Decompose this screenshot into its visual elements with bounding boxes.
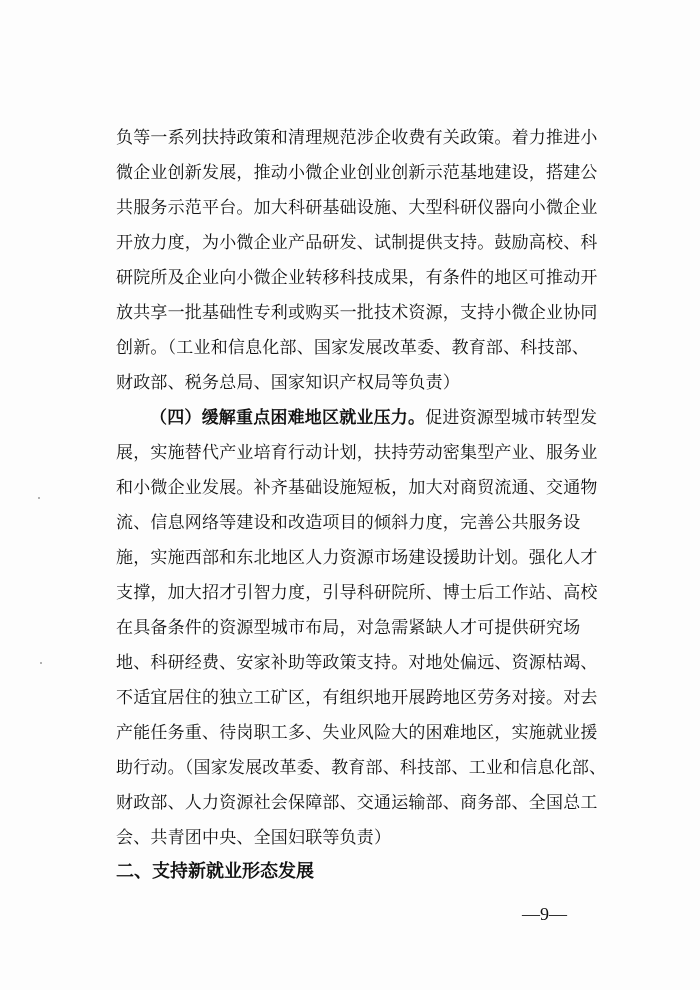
- body-text-line: 助行动。（国家发展改革委、教育部、科技部、工业和信息化部、: [116, 758, 607, 778]
- page-number: —9—: [522, 904, 567, 924]
- body-text-line: 在具备条件的资源型城市布局，对急需紧缺人才可提供研究场: [116, 618, 581, 638]
- scan-speck: [38, 497, 40, 499]
- body-text-line: 共服务示范平台。加大科研基础设施、大型科研仪器向小微企业: [116, 198, 598, 218]
- scan-speck: [40, 662, 42, 664]
- body-text-line: 和小微企业发展。补齐基础设施短板，加大对商贸流通、交通物: [116, 478, 598, 498]
- body-text-line: 支撑，加大招才引智力度，引导科研院所、博士后工作站、高校: [116, 583, 598, 603]
- subsection-heading: （四）缓解重点困难地区就业压力。: [150, 408, 426, 428]
- body-text-line: 会、共青团中央、全国妇联等负责）: [116, 828, 392, 848]
- body-text-line: 财政部、人力资源社会保障部、交通运输部、商务部、全国总工: [116, 793, 598, 813]
- body-text-line: 施，实施西部和东北地区人力资源市场建设援助计划。强化人才: [116, 548, 598, 568]
- body-text-line: 地、科研经费、安家补助等政策支持。对地处偏远、资源枯竭、: [116, 653, 598, 673]
- body-text-line: 微企业创新发展，推动小微企业创业创新示范基地建设，搭建公: [116, 163, 598, 183]
- body-text-line: 负等一系列扶持政策和清理规范涉企收费有关政策。着力推进小: [116, 128, 598, 148]
- body-text-line: 不适宜居住的独立工矿区，有组织地开展跨地区劳务对接。对去: [116, 688, 598, 708]
- paragraph-first-line: [150, 407, 598, 429]
- body-text-line: 创新。（工业和信息化部、国家发展改革委、教育部、科技部、: [116, 338, 590, 358]
- body-text-line: 产能任务重、待岗职工多、失业风险大的困难地区，实施就业援: [116, 723, 598, 743]
- body-text-fragment: 促进资源型城市转型发: [425, 408, 598, 428]
- body-text-line: 开放力度，为小微企业产品研发、试制提供支持。鼓励高校、科: [116, 233, 598, 253]
- section-heading: 二、支持新就业形态发展: [116, 861, 314, 882]
- body-text-line: 研院所及企业向小微企业转移科技成果，有条件的地区可推动开: [116, 268, 598, 288]
- body-text-line: 放共享一批基础性专利或购买一批技术资源，支持小微企业协同: [116, 303, 598, 323]
- body-text-line: 财政部、税务总局、国家知识产权局等负责）: [116, 373, 460, 393]
- body-text-line: 流、信息网络等建设和改造项目的倾斜力度，完善公共服务设: [116, 513, 581, 533]
- body-text-line: 展，实施替代产业培育行动计划，扶持劳动密集型产业、服务业: [116, 443, 598, 463]
